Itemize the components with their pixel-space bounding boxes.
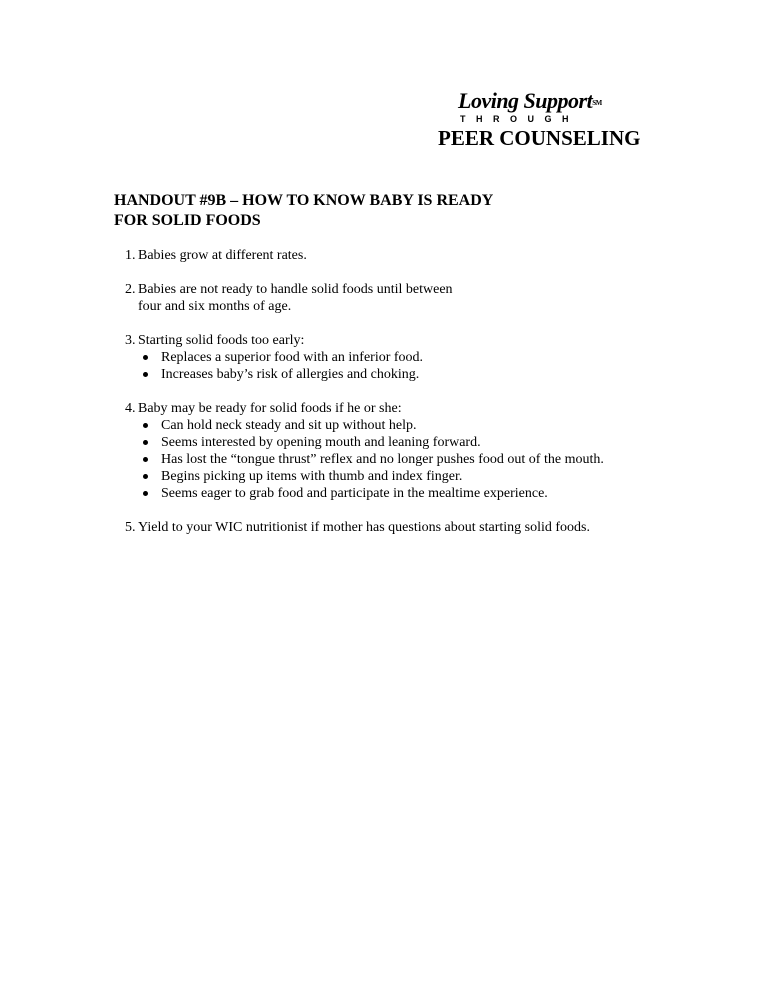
bullet-list xyxy=(138,417,714,502)
item-number: 2. xyxy=(125,282,136,297)
list-item-4 xyxy=(114,400,714,502)
item-number: 1. xyxy=(125,248,136,263)
logo xyxy=(438,88,660,154)
list-item-3 xyxy=(114,332,714,383)
bullet-item: Can hold neck steady and sit up without help. xyxy=(138,417,714,434)
bullet-item: Seems interested by opening mouth and leaning forward. xyxy=(138,434,714,451)
item-text: four and six months of age. xyxy=(138,299,292,314)
title-line-2: FOR SOLID FOODS xyxy=(114,212,261,229)
logo-wordmark-middle: THROUGH xyxy=(460,114,579,124)
bullet-list xyxy=(138,349,714,383)
logo-wordmark-bottom: PEER COUNSELING xyxy=(438,126,641,150)
list-item-1 xyxy=(114,247,714,264)
bullet-item: Seems eager to grab food and participate in the mealtime experience. xyxy=(138,485,714,502)
item-text: Yield to your WIC nutritionist if mother has questions about starting solid foods. xyxy=(138,520,590,535)
list-item-2 xyxy=(114,281,714,315)
bullet-item: Replaces a superior food with an inferior food. xyxy=(138,349,714,366)
logo-wordmark-top xyxy=(458,88,602,114)
title-line-1: HANDOUT #9B – HOW TO KNOW BABY IS READY xyxy=(114,192,494,209)
item-number: 3. xyxy=(125,333,136,348)
logo-line1-text: Loving Support xyxy=(458,88,593,113)
numbered-list xyxy=(114,247,714,553)
bullet-item: Increases baby’s risk of allergies and choking. xyxy=(138,366,714,383)
item-text: Babies are not ready to handle solid foods until between xyxy=(138,282,453,297)
handout-title xyxy=(114,191,614,231)
list-item-5 xyxy=(114,519,714,536)
item-text: Starting solid foods too early: xyxy=(138,333,305,348)
item-text: Babies grow at different rates. xyxy=(138,248,307,263)
bullet-item: Has lost the “tongue thrust” reflex and no longer pushes food out of the mouth. xyxy=(138,451,714,468)
item-number: 4. xyxy=(125,401,136,416)
item-number: 5. xyxy=(125,520,136,535)
service-mark: SM xyxy=(592,99,602,107)
bullet-item: Begins picking up items with thumb and index finger. xyxy=(138,468,714,485)
item-text: Baby may be ready for solid foods if he or she: xyxy=(138,401,402,416)
